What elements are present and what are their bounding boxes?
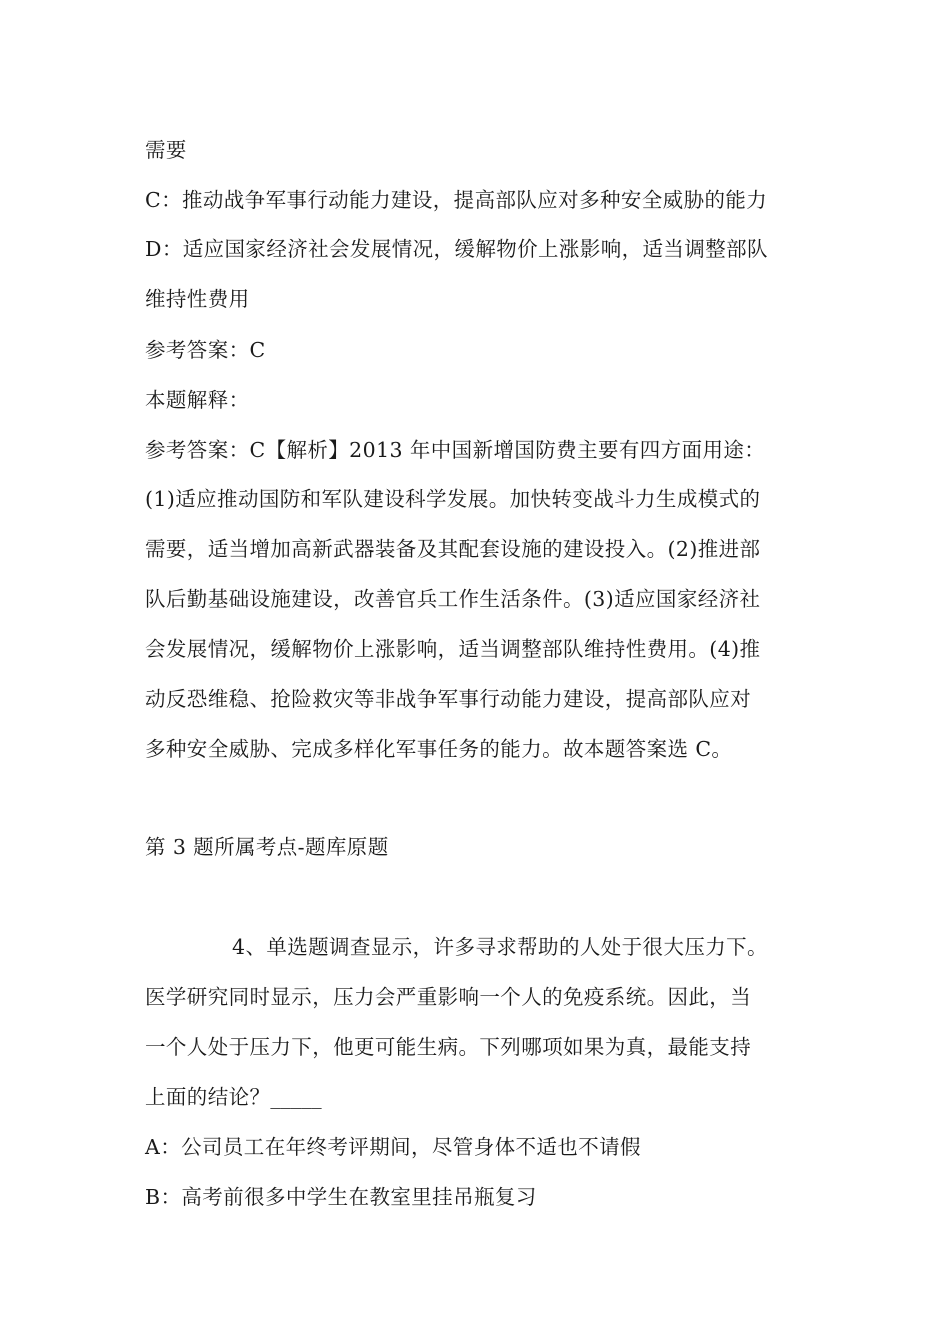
- q3-explanation-line: 多种安全威胁、完成多样化军事任务的能力。故本题答案选 C。: [145, 737, 733, 761]
- q3-explanation-line: 参考答案：C【解析】2013 年中国新增国防费主要有四方面用途：: [145, 438, 766, 462]
- q3-category-label: 第 3 题所属考点-题库原题: [145, 835, 389, 859]
- q4-stem-line: 上面的结论？: [145, 1085, 271, 1109]
- q3-explanation-line: 动反恐维稳、抢险救灾等非战争军事行动能力建设，提高部队应对: [145, 687, 752, 711]
- q4-stem-line: 一个人处于压力下，他更可能生病。下列哪项如果为真，最能支持: [145, 1035, 752, 1059]
- q3-explanation-line: (1)适应推动国防和军队建设科学发展。加快转变战斗力生成模式的: [145, 487, 761, 511]
- q3-continued-text: 需要: [145, 138, 187, 162]
- q4-answer-blank: _____: [270, 1085, 322, 1109]
- q3-option-c: C：推动战争军事行动能力建设，提高部队应对多种安全威胁的能力: [145, 188, 768, 212]
- q4-option-b: B：高考前很多中学生在教室里挂吊瓶复习: [145, 1185, 537, 1209]
- q3-option-d-line2: 维持性费用: [145, 287, 250, 311]
- q3-answer: 参考答案：C: [145, 338, 266, 362]
- q3-explanation-line: 会发展情况，缓解物价上涨影响，适当调整部队维持性费用。(4)推: [145, 637, 761, 661]
- q3-explanation-title: 本题解释：: [145, 388, 250, 412]
- q4-option-a: A：公司员工在年终考评期间，尽管身体不适也不请假: [145, 1135, 641, 1159]
- q3-option-d-line1: D：适应国家经济社会发展情况，缓解物价上涨影响，适当调整部队: [145, 237, 768, 261]
- q4-stem-line: 医学研究同时显示，压力会严重影响一个人的免疫系统。因此，当: [145, 985, 752, 1009]
- q4-stem-line: 4、单选题调查显示，许多寻求帮助的人处于很大压力下。: [232, 935, 768, 959]
- q3-explanation-line: 队后勤基础设施建设，改善官兵工作生活条件。(3)适应国家经济社: [145, 587, 761, 611]
- q4-stem-last-line: [145, 1081, 810, 1113]
- q3-explanation-line: 需要，适当增加高新武器装备及其配套设施的建设投入。(2)推进部: [145, 537, 761, 561]
